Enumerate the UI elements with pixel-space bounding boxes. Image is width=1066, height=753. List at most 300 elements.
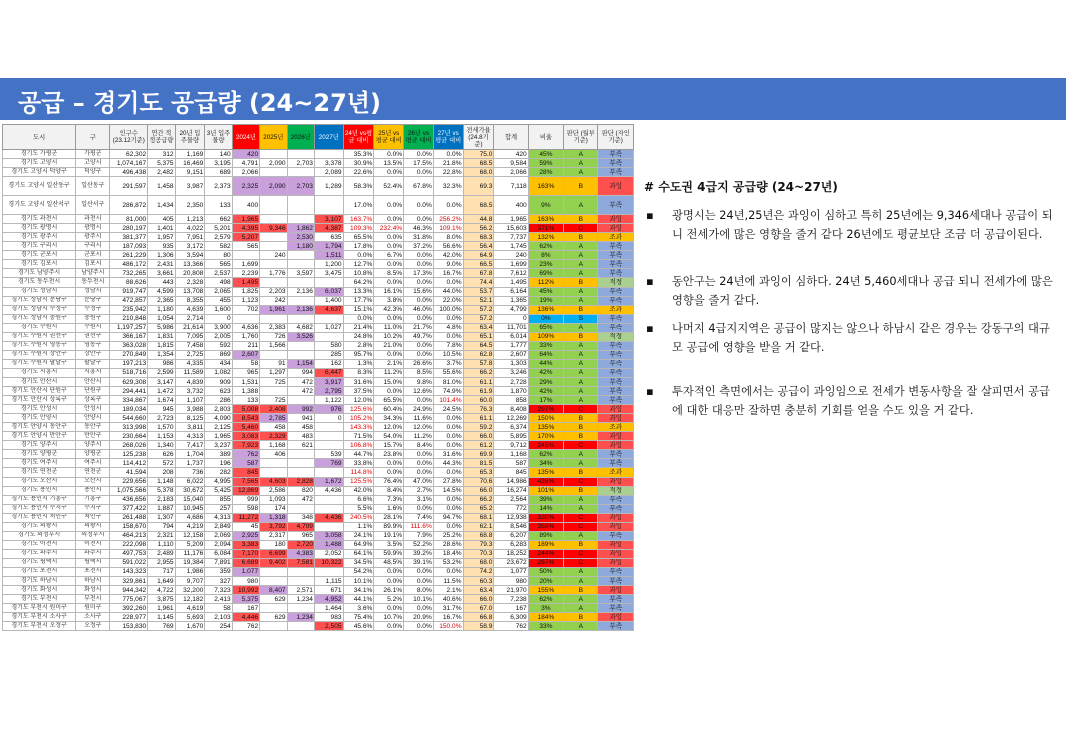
- table-cell: 12,182: [175, 595, 205, 604]
- table-cell: 58.3%: [343, 177, 374, 196]
- supply-table: [2, 124, 634, 631]
- table-cell: 포천시: [76, 567, 110, 576]
- table-cell: 39.1%: [404, 558, 434, 567]
- table-cell: 297%: [528, 405, 563, 414]
- table-cell: 경기도 양주시: [3, 441, 76, 450]
- table-cell: 330%: [528, 513, 563, 522]
- table-cell: 976: [314, 405, 343, 414]
- table-cell: 18,252: [494, 549, 528, 558]
- table-cell: 0.0%: [374, 314, 404, 323]
- table-cell: 46.3%: [404, 224, 434, 233]
- table-cell: 부족: [598, 296, 634, 305]
- table-cell: 2,505: [314, 622, 343, 631]
- table-cell: A: [564, 377, 598, 386]
- table-row: [3, 450, 634, 459]
- table-cell: 김포시: [76, 260, 110, 269]
- table-cell: 2,203: [260, 287, 287, 296]
- table-cell: 762: [232, 622, 259, 631]
- table-cell: 2,052: [314, 549, 343, 558]
- table-cell: 4,387: [314, 224, 343, 233]
- table-cell: 845: [232, 468, 259, 477]
- table-cell: 13,366: [175, 260, 205, 269]
- table-cell: 261,488: [110, 513, 148, 522]
- note-text: 나머지 4급지지역은 공급이 많지는 않으나 하남시 같은 경우는 강동구의 대규모 공급에 영향을 받을 거 같다.: [672, 322, 1050, 354]
- table-cell: [260, 622, 287, 631]
- table-row: [3, 159, 634, 168]
- table-cell: 1,107: [175, 396, 205, 405]
- table-cell: 8.5%: [404, 368, 434, 377]
- table-row: [3, 432, 634, 441]
- table-cell: 629,308: [110, 377, 148, 386]
- table-cell: [232, 314, 259, 323]
- table-cell: 20%: [528, 577, 563, 586]
- table-cell: 0.0%: [374, 387, 404, 396]
- table-cell: 50%: [528, 567, 563, 576]
- table-cell: 7,891: [205, 558, 232, 567]
- table-cell: 0.0%: [374, 468, 404, 477]
- table-cell: 725: [260, 396, 287, 405]
- table-cell: 7,923: [232, 441, 259, 450]
- table-cell: 경기도 화성시: [3, 586, 76, 595]
- table-cell: 254: [205, 622, 232, 631]
- table-cell: 64%: [528, 350, 563, 359]
- table-cell: 평택시: [76, 558, 110, 567]
- table-cell: 1,054: [148, 314, 175, 323]
- table-cell: 15.0%: [374, 377, 404, 386]
- table-cell: 0.0%: [374, 215, 404, 224]
- table-cell: 3.1%: [404, 495, 434, 504]
- table-cell: 363,028: [110, 341, 148, 350]
- table-cell: 235,942: [110, 305, 148, 314]
- table-cell: 496,438: [110, 168, 148, 177]
- table-cell: 1,957: [148, 233, 175, 242]
- table-cell: [260, 577, 287, 586]
- table-cell: B: [564, 305, 598, 314]
- table-cell: 68.5: [463, 196, 494, 215]
- table-cell: A: [564, 323, 598, 332]
- table-cell: 114,412: [110, 459, 148, 468]
- table-cell: [287, 296, 314, 305]
- table-cell: 2,828: [287, 477, 314, 486]
- table-cell: 187,093: [110, 242, 148, 251]
- table-cell: 12,869: [232, 486, 259, 495]
- table-cell: 경기도 안산시 단원구: [3, 387, 76, 396]
- table-cell: 59.9%: [374, 549, 404, 558]
- table-cell: 270,849: [110, 350, 148, 359]
- table-cell: 1,180: [287, 242, 314, 251]
- table-row: [3, 314, 634, 323]
- table-row: [3, 177, 634, 196]
- table-cell: 44%: [528, 359, 563, 368]
- table-cell: 여주시: [76, 459, 110, 468]
- table-cell: 1,699: [232, 260, 259, 269]
- table-cell: 상록구: [76, 396, 110, 405]
- table-cell: 1,115: [314, 577, 343, 586]
- table-cell: 경기도 수원시 팔달구: [3, 359, 76, 368]
- table-cell: [287, 450, 314, 459]
- table-cell: 경기도 가평군: [3, 150, 76, 159]
- table-cell: 133: [205, 196, 232, 215]
- table-cell: 적정: [598, 486, 634, 495]
- table-cell: 4,839: [175, 377, 205, 386]
- table-cell: A: [564, 504, 598, 513]
- table-cell: 17.0%: [343, 196, 374, 215]
- table-cell: 가평군: [76, 150, 110, 159]
- table-cell: 19%: [528, 296, 563, 305]
- table-cell: 1,200: [314, 260, 343, 269]
- table-cell: 11.6%: [404, 414, 434, 423]
- table-cell: [314, 468, 343, 477]
- table-cell: 3.8%: [374, 296, 404, 305]
- table-cell: 0: [314, 414, 343, 423]
- table-cell: 359: [205, 567, 232, 576]
- table-cell: 1,401: [148, 224, 175, 233]
- table-cell: 2,728: [494, 377, 528, 386]
- table-cell: 1,570: [148, 423, 175, 432]
- table-cell: 420: [494, 150, 528, 159]
- table-cell: 4,313: [205, 513, 232, 522]
- table-cell: 14,986: [494, 477, 528, 486]
- table-cell: 2,703: [287, 177, 314, 196]
- table-cell: 3,107: [314, 215, 343, 224]
- table-cell: 17.8%: [343, 242, 374, 251]
- table-cell: 143,323: [110, 567, 148, 576]
- table-cell: 0.0%: [433, 468, 463, 477]
- table-cell: 57.8: [463, 359, 494, 368]
- table-cell: 434: [205, 359, 232, 368]
- table-cell: 0.0%: [404, 215, 434, 224]
- table-cell: 16,469: [175, 159, 205, 168]
- table-cell: 725: [260, 377, 287, 386]
- table-cell: 52.1: [463, 296, 494, 305]
- table-cell: 22.6%: [343, 168, 374, 177]
- table-cell: 덕양구: [76, 168, 110, 177]
- table-cell: 150.0%: [433, 622, 463, 631]
- table-cell: 59.2: [463, 423, 494, 432]
- table-cell: 이천시: [76, 540, 110, 549]
- table-cell: 0.0%: [404, 251, 434, 260]
- table-cell: 42.0%: [343, 486, 374, 495]
- table-row: [3, 251, 634, 260]
- table-cell: 101%: [528, 486, 563, 495]
- table-cell: [287, 251, 314, 260]
- table-cell: 6.6%: [343, 495, 374, 504]
- table-cell: 2.7%: [404, 486, 434, 495]
- table-cell: 544,660: [110, 414, 148, 423]
- table-cell: 원미구: [76, 604, 110, 613]
- table-cell: A: [564, 495, 598, 504]
- column-header: 3년 입주물량: [205, 125, 232, 150]
- table-cell: 경기도 성남시: [3, 287, 76, 296]
- table-cell: 9.0%: [433, 260, 463, 269]
- table-cell: 조과: [598, 468, 634, 477]
- table-cell: 6,374: [494, 423, 528, 432]
- table-cell: A: [564, 595, 598, 604]
- table-cell: 부족: [598, 531, 634, 540]
- table-cell: 부족: [598, 168, 634, 177]
- table-cell: 부족: [598, 341, 634, 350]
- table-cell: 8.5%: [374, 269, 404, 278]
- column-header: 2025년: [260, 125, 287, 150]
- table-cell: 33%: [528, 622, 563, 631]
- table-cell: 54.0%: [374, 432, 404, 441]
- table-cell: 12.7%: [343, 260, 374, 269]
- table-cell: C: [564, 558, 598, 567]
- table-cell: 수정구: [76, 305, 110, 314]
- table-cell: 부천시: [76, 595, 110, 604]
- table-cell: 31.6%: [433, 450, 463, 459]
- table-cell: 10.2%: [374, 332, 404, 341]
- table-cell: 경기도 안양시: [3, 414, 76, 423]
- column-header: 25년 vs평균 대비: [374, 125, 404, 150]
- table-cell: 부족: [598, 251, 634, 260]
- table-cell: [260, 233, 287, 242]
- table-cell: [287, 150, 314, 159]
- table-cell: 67.0: [463, 604, 494, 613]
- table-cell: A: [564, 567, 598, 576]
- table-cell: 565: [205, 260, 232, 269]
- table-cell: 2,103: [205, 613, 232, 622]
- table-cell: 1,153: [148, 432, 175, 441]
- table-cell: 24.9%: [404, 405, 434, 414]
- table-cell: 경기도 안산시: [3, 377, 76, 386]
- table-cell: 986: [148, 359, 175, 368]
- table-cell: 11,272: [232, 513, 259, 522]
- table-row: [3, 242, 634, 251]
- table-cell: 405: [148, 215, 175, 224]
- table-cell: 2,183: [148, 495, 175, 504]
- table-cell: 935: [148, 242, 175, 251]
- table-cell: 68.0: [463, 558, 494, 567]
- table-cell: 79.3: [463, 540, 494, 549]
- table-cell: 1,289: [314, 177, 343, 196]
- table-cell: 0.0%: [404, 296, 434, 305]
- table-cell: 0.0%: [374, 567, 404, 576]
- table-cell: B: [564, 586, 598, 595]
- table-row: [3, 414, 634, 423]
- table-cell: 과잉: [598, 177, 634, 196]
- table-cell: 443: [148, 278, 175, 287]
- table-cell: 8,546: [494, 522, 528, 531]
- table-cell: 15.7%: [374, 441, 404, 450]
- table-cell: 592: [205, 341, 232, 350]
- table-cell: 처인구: [76, 513, 110, 522]
- table-cell: 41,594: [110, 468, 148, 477]
- table-cell: 3,987: [175, 177, 205, 196]
- table-cell: 4,639: [175, 305, 205, 314]
- table-cell: 0.0%: [374, 350, 404, 359]
- table-cell: 3,875: [148, 595, 175, 604]
- table-cell: 8,543: [232, 414, 259, 423]
- table-cell: 106.8%: [343, 441, 374, 450]
- table-cell: 13.3%: [343, 287, 374, 296]
- table-cell: 472,857: [110, 296, 148, 305]
- table-cell: 5,008: [232, 405, 259, 414]
- table-row: [3, 296, 634, 305]
- table-cell: 53.2%: [433, 558, 463, 567]
- table-row: [3, 567, 634, 576]
- table-cell: 3,900: [205, 323, 232, 332]
- table-cell: 4,436: [314, 513, 343, 522]
- table-cell: 21.7%: [404, 323, 434, 332]
- table-cell: 286,872: [110, 196, 148, 215]
- table-cell: A: [564, 531, 598, 540]
- table-cell: [260, 567, 287, 576]
- table-cell: 2,325: [232, 177, 259, 196]
- table-cell: 40.6%: [433, 595, 463, 604]
- table-cell: 9,151: [175, 168, 205, 177]
- table-cell: 3,597: [287, 269, 314, 278]
- table-cell: 125.6%: [343, 405, 374, 414]
- table-cell: 과잉: [598, 215, 634, 224]
- table-cell: 21.0%: [374, 341, 404, 350]
- table-cell: 257: [205, 504, 232, 513]
- title-bar: [0, 78, 1066, 120]
- table-cell: 소사구: [76, 613, 110, 622]
- table-cell: 153,830: [110, 622, 148, 631]
- table-cell: 2,065: [205, 287, 232, 296]
- table-cell: 61.9: [463, 387, 494, 396]
- table-cell: 1,400: [314, 296, 343, 305]
- table-cell: 1,110: [148, 540, 175, 549]
- table-cell: 수원시: [76, 323, 110, 332]
- table-cell: 남양주시: [76, 269, 110, 278]
- table-cell: 591,022: [110, 558, 148, 567]
- table-cell: 240: [494, 251, 528, 260]
- table-cell: A: [564, 359, 598, 368]
- table-cell: 팔달구: [76, 359, 110, 368]
- table-cell: 경기도 광주시: [3, 233, 76, 242]
- table-cell: A: [564, 196, 598, 215]
- table-cell: 132%: [528, 233, 563, 242]
- table-cell: 경기도 안성시: [3, 405, 76, 414]
- table-cell: 3,811: [175, 423, 205, 432]
- table-cell: 69.3: [463, 177, 494, 196]
- table-cell: 4,383: [287, 549, 314, 558]
- table-cell: 2,795: [314, 387, 343, 396]
- table-cell: 1,122: [314, 396, 343, 405]
- table-cell: 1,148: [148, 477, 175, 486]
- table-cell: [287, 278, 314, 287]
- table-cell: 1,365: [494, 296, 528, 305]
- column-header: 24년 vs평균 대비: [343, 125, 374, 150]
- table-cell: 7,565: [232, 477, 259, 486]
- table-cell: S: [564, 314, 598, 323]
- table-cell: 100.0%: [433, 305, 463, 314]
- table-cell: 65.3: [463, 468, 494, 477]
- table-row: [3, 549, 634, 558]
- table-cell: 167: [232, 604, 259, 613]
- table-cell: 1,464: [314, 604, 343, 613]
- table-cell: 63.4: [463, 586, 494, 595]
- column-header: 2026년: [287, 125, 314, 150]
- table-cell: 1,531: [232, 377, 259, 386]
- table-cell: 62%: [528, 242, 563, 251]
- table-cell: A: [564, 387, 598, 396]
- table-cell: 52.4%: [374, 177, 404, 196]
- table-cell: 57.2: [463, 314, 494, 323]
- table-cell: 5,986: [148, 323, 175, 332]
- table-cell: 4,686: [175, 513, 205, 522]
- table-cell: 47.0%: [404, 477, 434, 486]
- table-cell: 7,323: [205, 586, 232, 595]
- table-cell: 109.3%: [343, 224, 374, 233]
- table-cell: 부족: [598, 323, 634, 332]
- table-cell: 135%: [528, 468, 563, 477]
- bullet-marker-icon: ▪: [646, 209, 654, 222]
- table-cell: 62%: [528, 450, 563, 459]
- table-row: [3, 287, 634, 296]
- table-cell: 4,090: [205, 414, 232, 423]
- table-cell: 23,672: [494, 558, 528, 567]
- table-cell: 0: [205, 314, 232, 323]
- table-cell: [260, 468, 287, 477]
- table-cell: 13.5%: [374, 159, 404, 168]
- table-cell: 170%: [528, 432, 563, 441]
- table-cell: 0.0%: [404, 150, 434, 159]
- table-cell: 6,689: [232, 558, 259, 567]
- table-cell: 6,699: [260, 549, 287, 558]
- table-cell: 76.4%: [374, 477, 404, 486]
- table-row: [3, 332, 634, 341]
- table-cell: 944,342: [110, 586, 148, 595]
- table-cell: 1,704: [175, 450, 205, 459]
- table-cell: 경기도 성남시 수정구: [3, 305, 76, 314]
- table-row: [3, 468, 634, 477]
- table-cell: 5,207: [232, 233, 259, 242]
- table-cell: 경기도 용인시: [3, 486, 76, 495]
- table-cell: 1,213: [175, 215, 205, 224]
- table-cell: 조과: [598, 233, 634, 242]
- table-cell: 14.5%: [433, 486, 463, 495]
- table-cell: [314, 504, 343, 513]
- table-cell: 48.5%: [374, 558, 404, 567]
- table-cell: 1,318: [260, 513, 287, 522]
- table-row: [3, 459, 634, 468]
- table-cell: 경기도 군포시: [3, 251, 76, 260]
- table-cell: 167: [494, 604, 528, 613]
- table-cell: 1,093: [260, 495, 287, 504]
- table-cell: 2,066: [232, 168, 259, 177]
- table-cell: 626: [148, 450, 175, 459]
- table-cell: 3,917: [314, 377, 343, 386]
- table-cell: 91: [260, 359, 287, 368]
- table-cell: 240: [260, 251, 287, 260]
- table-cell: 9,346: [260, 224, 287, 233]
- table-cell: 17.3%: [404, 269, 434, 278]
- table-row: [3, 359, 634, 368]
- table-cell: 16,274: [494, 486, 528, 495]
- table-cell: 69%: [528, 269, 563, 278]
- table-cell: 성남시: [76, 287, 110, 296]
- table-cell: 1,495: [494, 278, 528, 287]
- table-cell: 경기도 부천시 소사구: [3, 613, 76, 622]
- table-cell: 10.7%: [374, 613, 404, 622]
- table-cell: C: [564, 522, 598, 531]
- column-header: 전세가율 (24.8기준): [463, 125, 494, 150]
- table-cell: 경기도 용인시 기흥구: [3, 495, 76, 504]
- table-cell: 329,861: [110, 577, 148, 586]
- table-row: [3, 323, 634, 332]
- table-cell: 312: [148, 150, 175, 159]
- table-cell: [260, 242, 287, 251]
- table-cell: 39%: [528, 495, 563, 504]
- table-cell: 37.5%: [343, 387, 374, 396]
- table-cell: 268,026: [110, 441, 148, 450]
- table-cell: 62,302: [110, 150, 148, 159]
- table-cell: 경기도 용인시 수지구: [3, 504, 76, 513]
- table-cell: A: [564, 242, 598, 251]
